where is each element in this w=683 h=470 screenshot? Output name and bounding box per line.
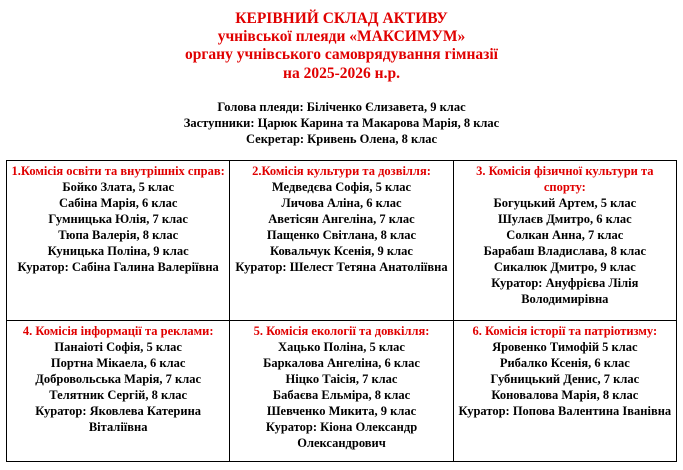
commission-cell-6 xyxy=(453,321,676,462)
commission-cell-4 xyxy=(7,321,230,462)
commissions-table xyxy=(6,160,677,457)
member: Бойко Злата, 5 клас xyxy=(62,180,174,194)
title-line-2: учнівської плеяди «МАКСИМУМ» xyxy=(217,28,466,45)
member: Гумницька Юлія, 7 клас xyxy=(48,212,188,226)
member: Телятник Сергій, 8 клас xyxy=(49,388,188,402)
member: Хацько Поліна, 5 клас xyxy=(278,340,405,354)
commission-title: 4. Комісія інформації та реклами: xyxy=(22,324,214,338)
curator: Куратор: Попова Валентина Іванівна xyxy=(458,404,672,418)
deputies: Заступники: Царюк Карина та Макарова Марія, 8 клас xyxy=(183,116,500,130)
title-line-4: на 2025-2026 н.р. xyxy=(283,65,400,82)
member: Сикалюк Дмитро, 9 клас xyxy=(493,260,636,274)
curator: Куратор: Кіона Олександр Олександрович xyxy=(265,420,418,450)
member: Коновалова Марія, 8 клас xyxy=(491,388,639,402)
leaders-block xyxy=(0,99,683,147)
secretary: Секретар: Кривень Олена, 8 клас xyxy=(245,132,438,146)
member: Рибалко Ксенія, 6 клас xyxy=(499,356,630,370)
member: Личова Аліна, 6 клас xyxy=(281,196,402,210)
member: Тюпа Валерія, 8 клас xyxy=(58,228,179,242)
member: Губницький Денис, 7 клас xyxy=(490,372,640,386)
commission-title: 1.Комісія освіти та внутрішніх справ: xyxy=(11,164,225,178)
commission-title: 3. Комісія фізичної культури та спорту: xyxy=(476,164,654,194)
member: Баркалова Ангеліна, 6 клас xyxy=(263,356,420,370)
commission-cell-2 xyxy=(230,161,453,321)
member: Солкан Анна, 7 клас xyxy=(506,228,624,242)
member: Сабіна Марія, 6 клас xyxy=(58,196,178,210)
commission-title: 2.Комісія культури та дозвілля: xyxy=(252,164,431,178)
member: Добровольська Марія, 7 клас xyxy=(35,372,202,386)
member: Бабаєва Ельміра, 8 клас xyxy=(272,388,411,402)
member: Ковальчук Ксенія, 9 клас xyxy=(270,244,413,258)
commission-cell-3 xyxy=(453,161,676,321)
curator: Куратор: Шелест Тетяна Анатоліївна xyxy=(235,260,448,274)
member: Ніцко Таісія, 7 клас xyxy=(285,372,398,386)
member: Шулаєв Дмитро, 6 клас xyxy=(498,212,632,226)
curator: Куратор: Ануфрієва Лілія Володимирівна xyxy=(491,276,639,306)
member: Яровенко Тимофій 5 клас xyxy=(492,340,638,354)
member: Портна Мікаела, 6 клас xyxy=(50,356,186,370)
head-of-pleiad: Голова плеяди: Біліченко Єлизавета, 9 клас xyxy=(217,100,466,114)
title-line-3: органу учнівського самоврядування гімназії xyxy=(184,46,498,63)
title-line-1: КЕРІВНИЙ СКЛАД АКТИВУ xyxy=(235,10,448,27)
commission-title: 6. Комісія історії та патріотизму: xyxy=(472,324,658,338)
member: Медведєва Софія, 5 клас xyxy=(271,180,412,194)
curator: Куратор: Сабіна Галина Валеріївна xyxy=(17,260,219,274)
member: Шевченко Микита, 9 клас xyxy=(266,404,417,418)
document-title xyxy=(0,10,683,84)
member: Барабаш Владислава, 8 клас xyxy=(483,244,647,258)
member: Панаіоті Софія, 5 клас xyxy=(54,340,182,354)
member: Аветісян Ангеліна, 7 клас xyxy=(268,212,415,226)
commission-cell-1 xyxy=(7,161,230,321)
member: Куницька Поліна, 9 клас xyxy=(47,244,189,258)
member: Пащенко Світлана, 8 клас xyxy=(266,228,417,242)
commission-cell-5 xyxy=(230,321,453,462)
member: Богуцький Артем, 5 клас xyxy=(493,196,637,210)
commission-title: 5. Комісія екології та довкілля: xyxy=(253,324,430,338)
curator: Куратор: Яковлева Катерина Віталіївна xyxy=(35,404,202,434)
